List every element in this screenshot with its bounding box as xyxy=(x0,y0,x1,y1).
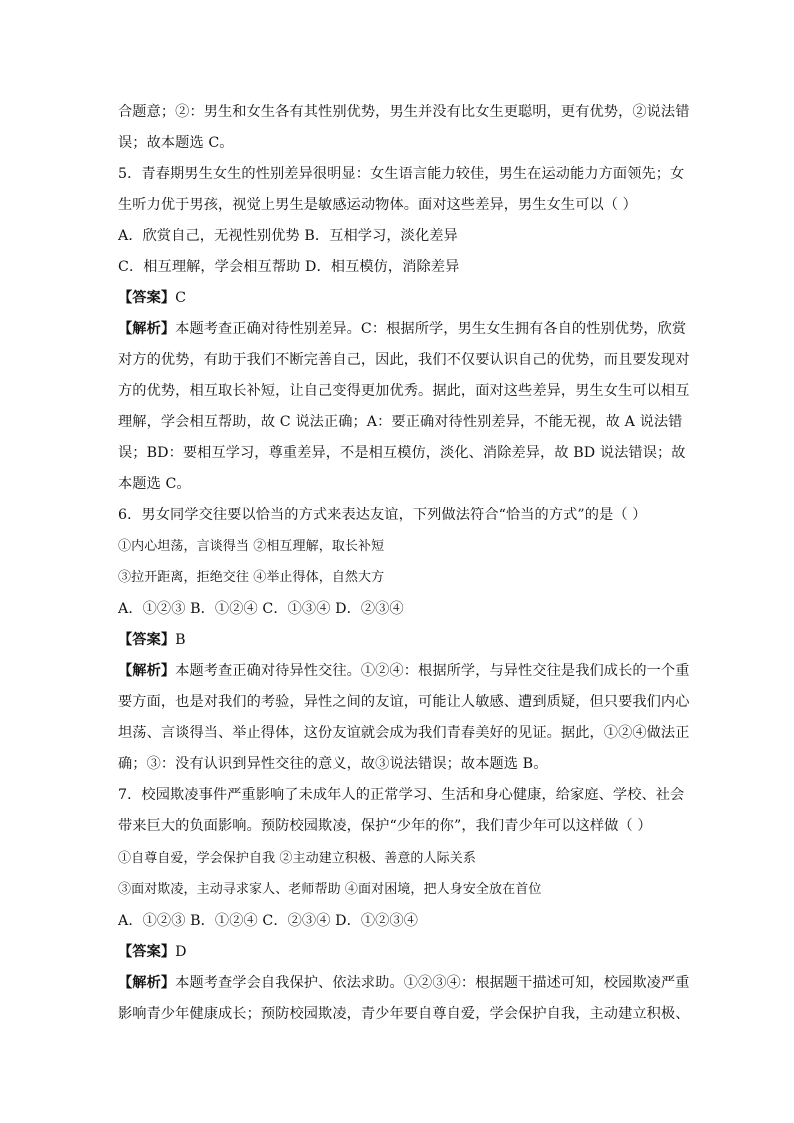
question-5-options: C．相互理解，学会相互帮助 D．相互模仿，消除差异 xyxy=(118,259,460,275)
section-heading: 【解析】 xyxy=(118,975,176,991)
question-5-stem: 生听力优于男孩，视觉上男生是敏感运动物体。面对这些差异，男生女生可以（ ） xyxy=(118,197,637,213)
text-line: 合题意；②：男生和女生各有其性别优势，男生并没有比女生更聪明，更有优势，②说法错 xyxy=(118,104,690,120)
section-heading: 【答案】 xyxy=(118,944,176,960)
answer-5: 【答案】C xyxy=(118,290,187,306)
analysis-6: 坦荡、言谈得当、举止得体，这份友谊就会成为我们青春美好的见证。据此，①②④做法正 xyxy=(118,725,690,741)
question-7-options: A．①②③ B．①②④ C．②③④ D．①②③④ xyxy=(118,913,419,929)
question-6-statements: ①内心坦荡，言谈得当 ②相互理解，取长补短 xyxy=(118,539,385,554)
question-7-statements: ①自尊自爱，学会保护自我 ②主动建立积极、善意的人际关系 xyxy=(118,851,476,866)
section-heading: 【答案】 xyxy=(118,290,176,306)
section-heading: 【答案】 xyxy=(118,632,176,648)
question-6-stem: 6．男女同学交往要以恰当的方式来表达友谊，下列做法符合“恰当的方式”的是（ ） xyxy=(118,507,647,523)
question-5-options: A．欣赏自己，无视性别优势 B．互相学习，淡化差异 xyxy=(118,228,458,244)
answer-6: 【答案】B xyxy=(118,632,186,648)
section-heading: 【解析】 xyxy=(118,663,176,679)
analysis-5: 理解，学会相互帮助，故 C 说法正确；A：要正确对待性别差异，不能无视，故 A 说法错 xyxy=(118,414,683,430)
analysis-5: 方的优势，相互取长补短，让自己变得更加优秀。据此，面对这些差异，男生女生可以相互 xyxy=(118,383,690,399)
analysis-7: 影响青少年健康成长；预防校园欺凌，青少年要自尊自爱，学会保护自我，主动建立积极、 xyxy=(118,1006,690,1022)
question-6-options: A．①②③ B．①②④ C．①③④ D．②③④ xyxy=(118,601,404,617)
analysis-6: 确；③：没有认识到异性交往的意义，故③说法错误；故本题选 B。 xyxy=(118,756,548,772)
section-heading: 【解析】 xyxy=(118,321,176,337)
analysis-5: 误；BD：要相互学习，尊重差异，不是相互模仿，淡化、消除差异，故 BD 说法错误；故 xyxy=(118,445,686,461)
question-6-statements: ③拉开距离，拒绝交往 ④举止得体，自然大方 xyxy=(118,570,385,585)
analysis-5: 本题选 C。 xyxy=(118,476,191,492)
question-5-stem: 5．青春期男生女生的性别差异很明显：女生语言能力较佳，男生在运动能力方面领先；女 xyxy=(118,166,685,182)
analysis-7: 【解析】本题考查学会自我保护、依法求助。①②③④：根据题干描述可知，校园欺凌严重 xyxy=(118,975,690,991)
analysis-5: 对方的优势，有助于我们不断完善自己，因此，我们不仅要认识自己的优势，而且要发现对 xyxy=(118,352,690,368)
question-7-stem: 7．校园欺凌事件严重影响了未成年人的正常学习、生活和身心健康，给家庭、学校、社会 xyxy=(118,787,685,803)
question-7-statements: ③面对欺凌，主动寻求家人、老师帮助 ④面对困境，把人身安全放在首位 xyxy=(118,882,542,897)
question-7-stem: 带来巨大的负面影响。预防校园欺凌，保护“少年的你”，我们青少年可以这样做（ ） xyxy=(118,818,652,834)
analysis-6: 【解析】本题考查正确对待异性交往。①②④：根据所学，与异性交往是我们成长的一个重 xyxy=(118,663,690,679)
answer-7: 【答案】D xyxy=(118,944,187,960)
text-line: 误；故本题选 C。 xyxy=(118,135,234,151)
analysis-5: 【解析】本题考查正确对待性别差异。C：根据所学，男生女生拥有各自的性别优势，欣赏 xyxy=(118,321,687,337)
analysis-6: 要方面，也是对我们的考验，异性之间的友谊，可能让人敏感、遭到质疑，但只要我们内心 xyxy=(118,694,690,710)
